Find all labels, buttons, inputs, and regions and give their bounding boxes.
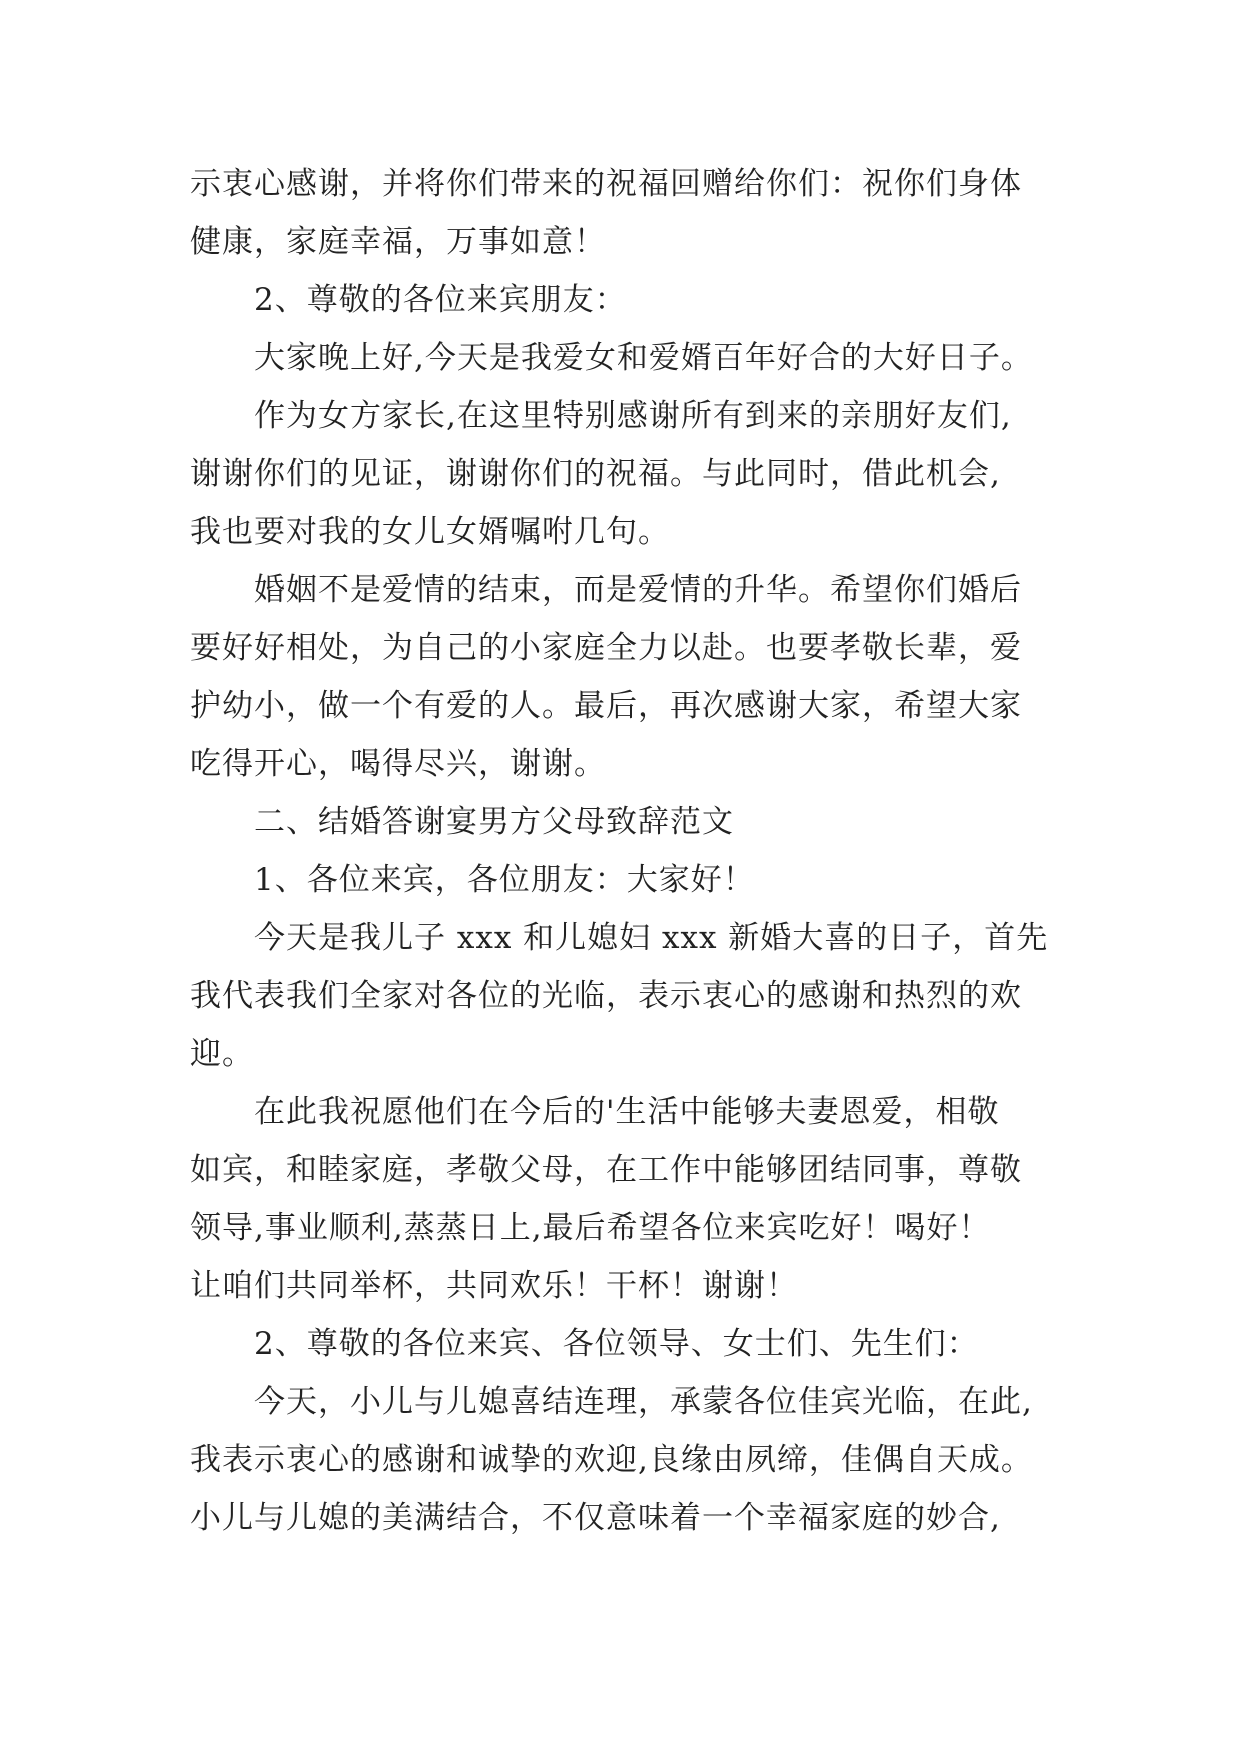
paragraph	[190, 1315, 1070, 1373]
text-line: 2、尊敬的各位来宾朋友：	[254, 282, 627, 318]
paragraph	[190, 1373, 1070, 1547]
paragraph	[190, 909, 1070, 1083]
text-line: 1、各位来宾，各位朋友：大家好！	[254, 862, 755, 898]
text-line: 如宾，和睦家庭，孝敬父母，在工作中能够团结同事，尊敬	[190, 1152, 1022, 1188]
text-line: 作为女方家长,在这里特别感谢所有到来的亲朋好友们,	[254, 398, 1012, 434]
paragraph	[190, 155, 1070, 271]
text-line: 婚姻不是爱情的结束，而是爱情的升华。希望你们婚后	[254, 572, 1022, 608]
paragraph	[190, 793, 1070, 851]
paragraph	[190, 851, 1070, 909]
text-line: 护幼小，做一个有爱的人。最后，再次感谢大家，希望大家	[190, 688, 1022, 724]
text-line: 示衷心感谢，并将你们带来的祝福回赠给你们：祝你们身体	[190, 166, 1022, 202]
text-line: 吃得开心，喝得尽兴，谢谢。	[190, 746, 606, 782]
text-line: 我也要对我的女儿女婿嘱咐几句。	[190, 514, 670, 550]
text-line: 大家晚上好,今天是我爱女和爱婿百年好合的大好日子。	[254, 340, 1033, 376]
paragraph	[190, 271, 1070, 329]
paragraph	[190, 1083, 1070, 1315]
text-line: 今天是我儿子 xxx 和儿媳妇 xxx 新婚大喜的日子，首先	[254, 920, 1049, 956]
text-line: 2、尊敬的各位来宾、各位领导、女士们、先生们：	[254, 1326, 979, 1362]
text-line: 小儿与儿媳的美满结合，不仅意味着一个幸福家庭的妙合,	[190, 1500, 1001, 1536]
text-line: 领导,事业顺利,蒸蒸日上,最后希望各位来宾吃好！喝好！	[190, 1210, 991, 1246]
text-line: 谢谢你们的见证，谢谢你们的祝福。与此同时，借此机会,	[190, 456, 1001, 492]
paragraph	[190, 329, 1070, 387]
paragraph	[190, 561, 1070, 793]
text-line: 迎。	[190, 1036, 254, 1072]
text-line: 我表示衷心的感谢和诚挚的欢迎,良缘由夙缔，佳偶自天成。	[190, 1442, 1033, 1478]
paragraph	[190, 387, 1070, 561]
text-line: 要好好相处，为自己的小家庭全力以赴。也要孝敬长辈，爱	[190, 630, 1022, 666]
document-body	[190, 155, 1070, 1547]
text-line: 今天，小儿与儿媳喜结连理，承蒙各位佳宾光临，在此,	[254, 1384, 1033, 1420]
text-line: 在此我祝愿他们在今后的'生活中能够夫妻恩爱，相敬	[254, 1094, 1000, 1130]
text-line: 健康，家庭幸福，万事如意！	[190, 224, 606, 260]
text-line: 我代表我们全家对各位的光临，表示衷心的感谢和热烈的欢	[190, 978, 1022, 1014]
text-line: 让咱们共同举杯，共同欢乐！干杯！谢谢！	[190, 1268, 798, 1304]
text-line: 二、结婚答谢宴男方父母致辞范文	[254, 804, 734, 840]
